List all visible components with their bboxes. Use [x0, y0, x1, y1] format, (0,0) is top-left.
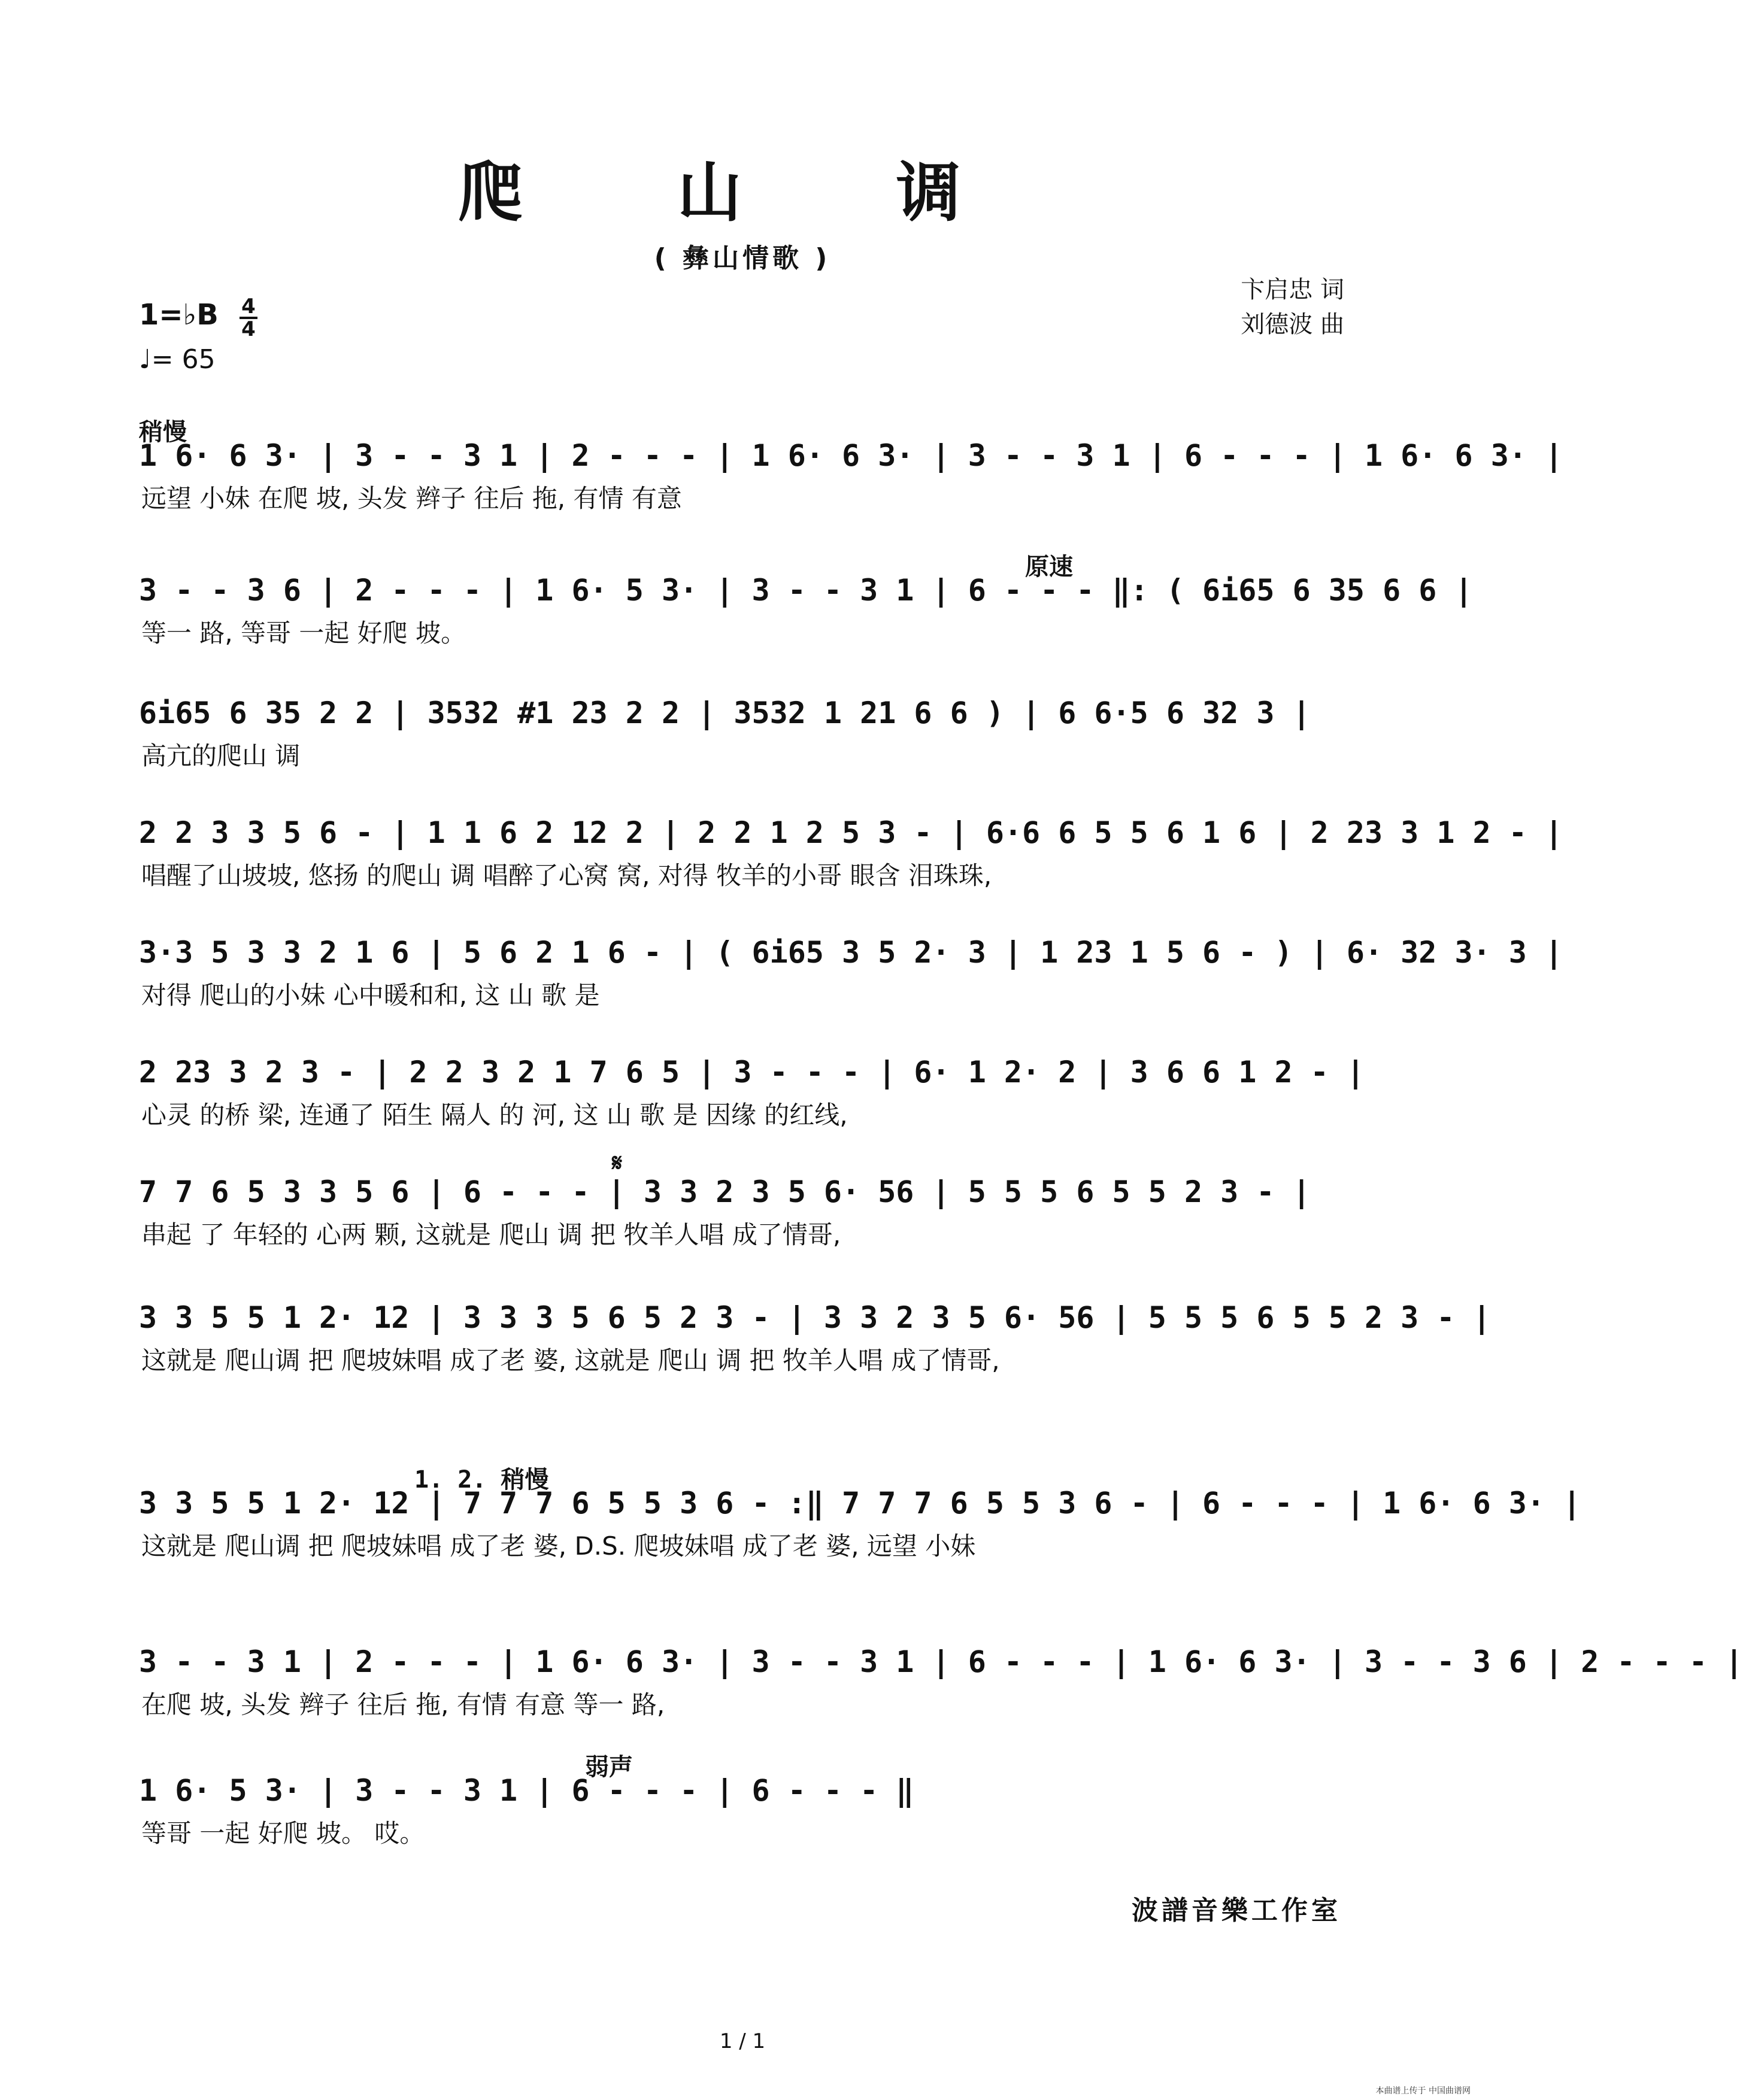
- page-number: 1 / 1: [719, 2029, 766, 2053]
- lyrics-line: 这就是 爬山调 把 爬坡妹唱 成了老 婆, D.S. 爬坡妹唱 成了老 婆, 远望 小妹: [141, 1531, 976, 1561]
- lyrics-line: 唱醒了山坡坡, 悠扬 的爬山 调 唱醉了心窝 窝, 对得 牧羊的小哥 眼含 泪珠珠,: [141, 861, 992, 890]
- notes-text: 3 - - 3 1 | 2 - - - | 1 6· 6 3· | 3 - - 3 1 | 6 - - - | 1 6· 6 3· | 3 - - 3 6 | 2 - - - |: [139, 1644, 1743, 1679]
- lyrics-line: 高亢的爬山 调: [141, 741, 301, 770]
- staff-system: [139, 1030, 1365, 1131]
- notation-line: [139, 1748, 1348, 1814]
- staff-system: [139, 790, 1563, 892]
- staff-system: [139, 413, 1563, 515]
- time-signature: [240, 296, 257, 339]
- lyrics-line: 心灵 的桥 梁, 连通了 陌生 隔人 的 河, 这 山 歌 是 因缘 的红线,: [141, 1100, 848, 1130]
- notes-text: 7 7 6 5 3 3 5 6 | 6 - - - | 3 3 2 3 5 6· 56 | 5 5 5 6 5 5 2 3 - |: [139, 1175, 1311, 1209]
- notation-line: [139, 910, 1563, 976]
- notation-line: [139, 548, 1473, 614]
- tempo-marking: ♩= 65: [139, 344, 216, 375]
- notes-text: 1 6· 6 3· | 3 - - 3 1 | 2 - - - | 1 6· 6 3· | 3 - - 3 1 | 6 - - - | 1 6· 6 3· |: [139, 438, 1563, 473]
- staff-system: [139, 910, 1563, 1012]
- notation-line: [139, 1619, 1743, 1685]
- song-title: 爬 山 调: [458, 155, 1027, 230]
- notation-line: [139, 1461, 1581, 1527]
- notes-text: 3 3 5 5 1 2· 12 | 7 7 7 6 5 5 3 6 - :‖ 7 7 7 6 5 5 3 6 - | 6 - - - | 1 6· 6 3· |: [139, 1486, 1581, 1521]
- notation-line: [139, 670, 1348, 736]
- notation-line: [139, 790, 1563, 856]
- notation-line: [139, 413, 1563, 479]
- notation-line: [139, 1149, 1348, 1215]
- credits: [1241, 272, 1344, 342]
- staff-system: [139, 548, 1473, 650]
- staff-system: [139, 1619, 1743, 1721]
- staff-system: [139, 1149, 1348, 1251]
- lyrics-line: 串起 了 年轻的 心两 颗, 这就是 爬山 调 把 牧羊人唱 成了情哥,: [141, 1220, 841, 1249]
- expression-mark: 稍慢: [139, 418, 187, 446]
- lyrics-line: 远望 小妹 在爬 坡, 头发 辫子 往后 拖, 有情 有意: [141, 484, 682, 513]
- volta-and-expression-mark: 1. 2. 稍慢: [414, 1466, 549, 1494]
- lyrics-line: 等一 路, 等哥 一起 好爬 坡。: [141, 618, 466, 648]
- expression-mark: 弱声: [585, 1753, 633, 1781]
- notes-text: 1 6· 5 3· | 3 - - 3 1 | 6 - - - | 6 - - - ‖: [139, 1773, 914, 1808]
- key-signature: 1=♭B: [139, 298, 219, 332]
- notes-text: 6i65 6 35 2 2 | 3532 #1 23 2 2 | 3532 1 21 6 6 ) | 6 6·5 6 32 3 |: [139, 696, 1311, 730]
- studio-name: 波譜音樂工作室: [1132, 1895, 1341, 1926]
- lyrics-line: 等哥 一起 好爬 坡。 哎。: [141, 1819, 425, 1848]
- notation-line: [139, 1275, 1491, 1341]
- lyricist: 卞启忠 词: [1241, 276, 1344, 304]
- lyrics-line: 对得 爬山的小妹 心中暖和和, 这 山 歌 是: [141, 981, 600, 1010]
- time-bottom: 4: [241, 317, 256, 341]
- upload-note: 本曲谱上传于 中国曲谱网: [1375, 2086, 1471, 2096]
- notes-text: 3 - - 3 6 | 2 - - - | 1 6· 5 3· | 3 - - 3 1 | 6 - - - ‖: ( 6i65 6 35 6 6 |: [139, 573, 1473, 608]
- composer: 刘德波 曲: [1241, 311, 1344, 338]
- lyrics-line: 这就是 爬山调 把 爬坡妹唱 成了老 婆, 这就是 爬山 调 把 牧羊人唱 成了情哥,: [141, 1346, 1000, 1375]
- time-top: 4: [241, 295, 256, 318]
- notes-text: 2 2 3 3 5 6 - | 1 1 6 2 12 2 | 2 2 1 2 5 3 - | 6·6 6 5 5 6 1 6 | 2 23 3 1 2 - |: [139, 815, 1563, 850]
- segno-mark: 𝄋: [612, 1149, 623, 1177]
- staff-system: [139, 670, 1348, 772]
- lyrics-line: 在爬 坡, 头发 辫子 往后 拖, 有情 有意 等一 路,: [141, 1690, 665, 1719]
- notes-text: 3·3 5 3 3 2 1 6 | 5 6 2 1 6 - | ( 6i65 3 5 2· 3 | 1 23 1 5 6 - ) | 6· 32 3· 3 |: [139, 935, 1563, 970]
- notes-text: 2 23 3 2 3 - | 2 2 3 2 1 7 6 5 | 3 - - - | 6· 1 2· 2 | 3 6 6 1 2 - |: [139, 1055, 1365, 1090]
- staff-system: [139, 1275, 1491, 1377]
- staff-system: [139, 1748, 1348, 1850]
- notation-line: [139, 1030, 1365, 1095]
- expression-mark: 原速: [1025, 553, 1073, 581]
- notes-text: 3 3 5 5 1 2· 12 | 3 3 3 5 6 5 2 3 - | 3 3 2 3 5 6· 56 | 5 5 5 6 5 5 2 3 - |: [139, 1300, 1491, 1335]
- song-subtitle: ( 彝山情歌 ): [654, 243, 831, 274]
- staff-system: [139, 1461, 1581, 1562]
